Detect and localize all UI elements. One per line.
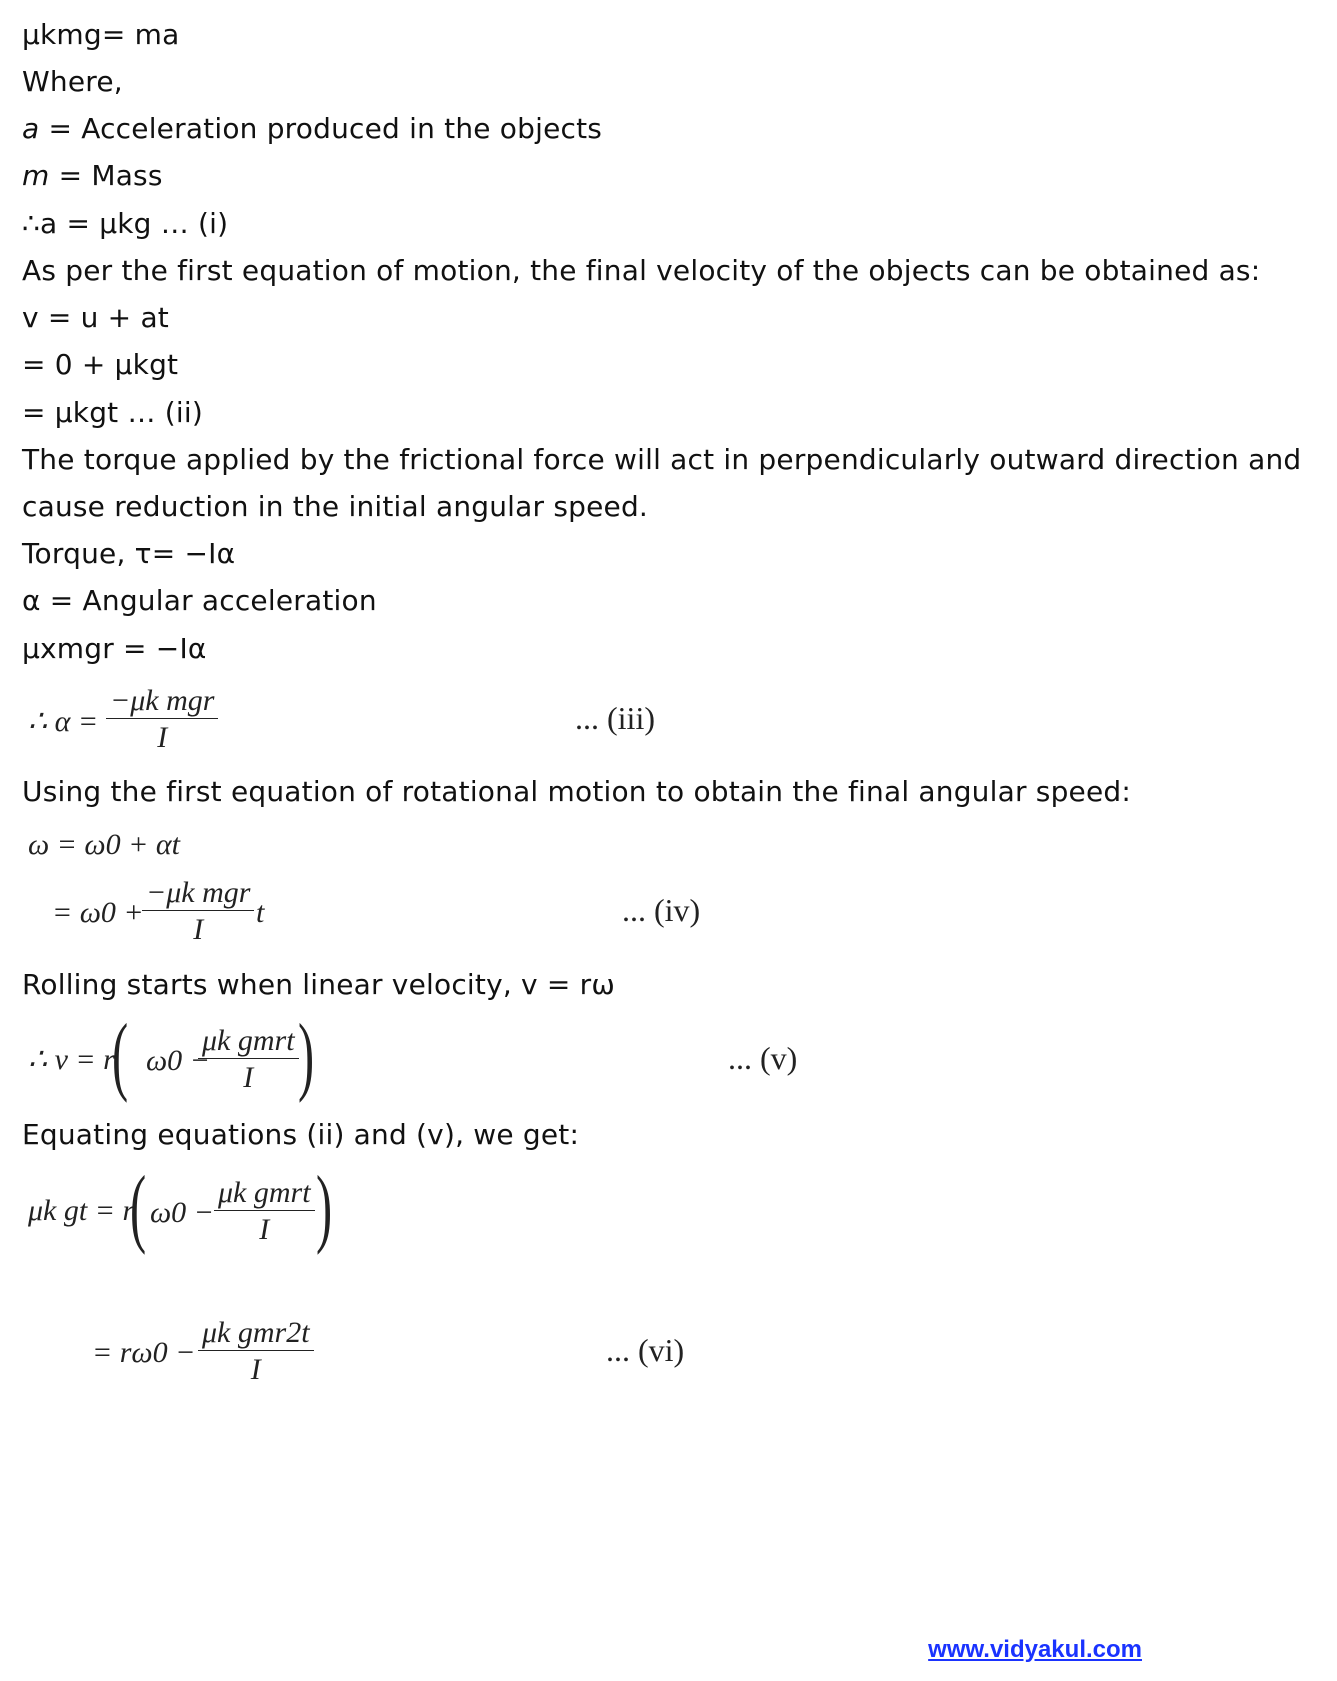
- text-where: Where,: [22, 65, 123, 98]
- eq6a-denominator: I: [259, 1213, 270, 1246]
- paragraph-torque-line1: The torque applied by the frictional force will act in perpendicularly outward direction and: [22, 443, 1302, 476]
- eq5-denominator: I: [243, 1061, 254, 1094]
- paragraph-torque-line2: cause reduction in the initial angular speed.: [22, 490, 649, 523]
- definition-mass: m = Mass: [22, 159, 163, 192]
- eq6a-numerator: μk gmrt: [214, 1176, 315, 1211]
- eq3-denominator: I: [157, 721, 168, 754]
- eq4-denominator: I: [193, 913, 204, 946]
- equation-v-step: = 0 + μkgt: [22, 348, 179, 381]
- eq6-tag: ... (vi): [606, 1332, 685, 1368]
- eq4-t: t: [256, 896, 265, 929]
- eq5-left-paren: (: [112, 1007, 129, 1104]
- definition-angular-acceleration: α = Angular acceleration: [22, 584, 377, 617]
- eq5-right-paren: ): [298, 1007, 315, 1104]
- eq6b-lhs: = rω0 −: [92, 1336, 196, 1369]
- definition-acceleration: a = Acceleration produced in the objects: [22, 112, 603, 145]
- paragraph-first-equation: As per the first equation of motion, the final velocity of the objects can be obtained as:: [22, 254, 1261, 287]
- equation-v-u-at: v = u + at: [22, 301, 169, 334]
- paragraph-rolling-condition: Rolling starts when linear velocity, v = rω: [22, 968, 616, 1001]
- eq6a-lhs: μk gt = r: [28, 1194, 135, 1227]
- eq4-tag: ... (iv): [622, 892, 701, 928]
- equation-friction-force: μkmg= ma: [22, 18, 180, 51]
- eq5-fraction: [198, 1024, 299, 1097]
- paragraph-rotational-motion: Using the first equation of rotational motion to obtain the final angular speed:: [22, 775, 1131, 808]
- eq3-lhs: ∴ α =: [28, 705, 99, 738]
- eq-omega: ω = ω0 + αt: [28, 828, 180, 861]
- footer-website-link[interactable]: www.vidyakul.com: [928, 1636, 1142, 1663]
- eq5-lhs: ∴ v = r: [28, 1043, 115, 1076]
- equation-i: ∴a = μkg … (i): [22, 207, 229, 240]
- eq6a-right-paren: ): [316, 1159, 333, 1256]
- equation-ii: = μkgt … (ii): [22, 396, 203, 429]
- eq4-lhs: = ω0 +: [52, 896, 144, 929]
- eq3-fraction: [106, 684, 218, 757]
- eq4-numerator: −μk mgr: [142, 876, 254, 911]
- eq6a-fraction: [214, 1176, 315, 1249]
- eq4-fraction: [142, 876, 254, 949]
- eq6b-numerator: μk gmr2t: [198, 1316, 314, 1351]
- eq5-tag: ... (v): [728, 1040, 798, 1076]
- eq6a-left-paren: (: [130, 1159, 147, 1256]
- eq3-tag: ... (iii): [575, 700, 655, 736]
- equation-torque: Torque, τ= −Iα: [22, 537, 236, 570]
- eq3-numerator: −μk mgr: [106, 684, 218, 719]
- eq5-inner: ω0 −: [146, 1044, 210, 1077]
- eq5-numerator: μk gmrt: [198, 1024, 299, 1059]
- eq6a-inner: ω0 −: [150, 1196, 214, 1229]
- paragraph-equating: Equating equations (ii) and (v), we get:: [22, 1118, 580, 1151]
- eq6b-fraction: [198, 1316, 314, 1389]
- eq6b-denominator: I: [250, 1353, 261, 1386]
- equation-torque-balance: μxmgr = −Iα: [22, 632, 207, 665]
